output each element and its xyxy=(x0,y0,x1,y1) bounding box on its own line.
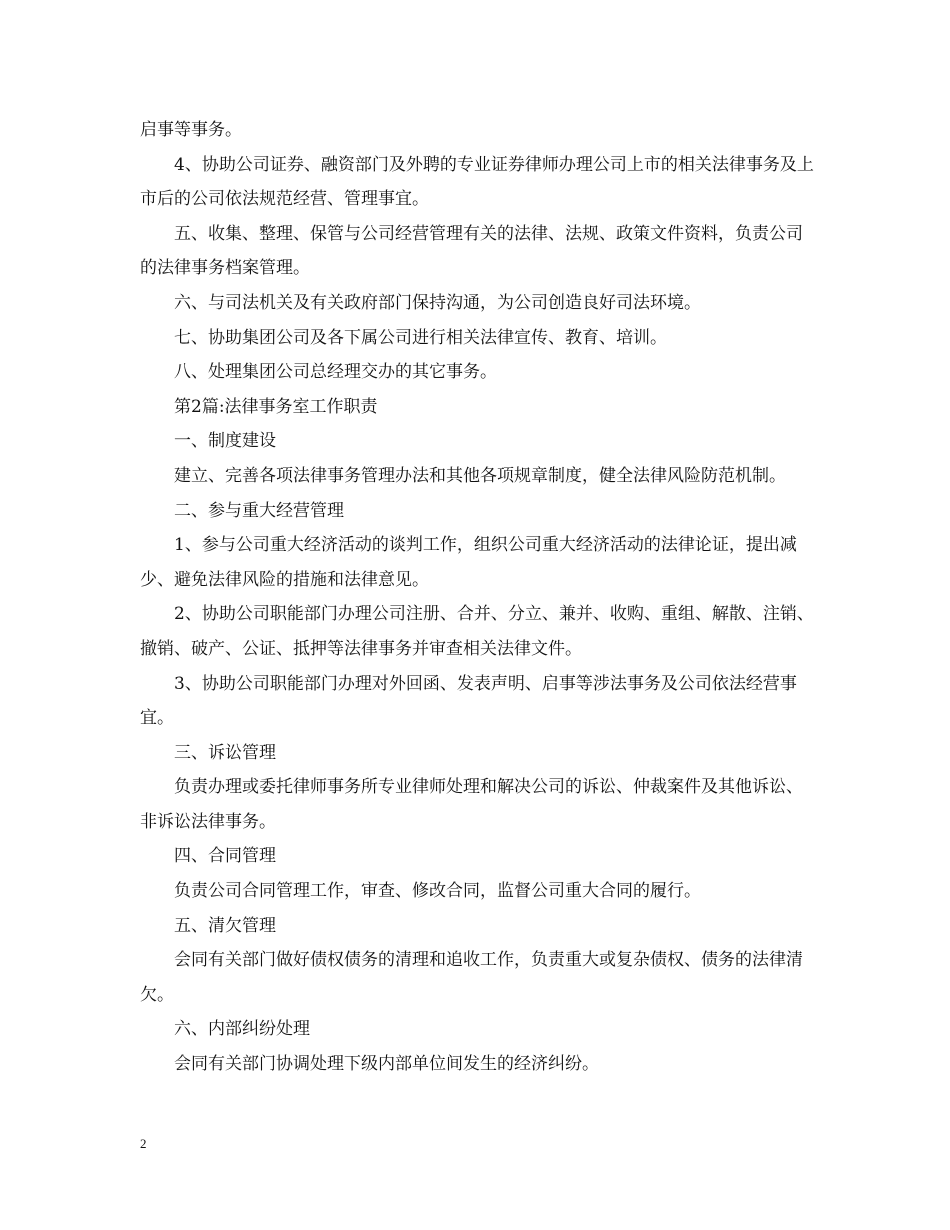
paragraph: 七、协助集团公司及各下属公司进行相关法律宣传、教育、培训。 xyxy=(174,327,667,348)
paragraph: 启事等事务。 xyxy=(140,120,242,140)
page-number: 2 xyxy=(140,1136,147,1151)
paragraph: 负责公司合同管理工作，审查、修改合同，监督公司重大合同的履行。 xyxy=(174,881,701,902)
paragraph: 六、与司法机关及有关政府部门保持沟通，为公司创造良好司法环境。 xyxy=(174,292,701,313)
document-body xyxy=(140,113,816,1082)
subsection-heading: 三、诉讼管理 xyxy=(174,742,276,763)
paragraph: 建立、完善各项法律事务管理办法和其他各项规章制度，健全法律风险防范机制。 xyxy=(174,465,786,486)
section-heading: 第2篇:法律事务室工作职责 xyxy=(174,396,378,417)
paragraph: 负责办理或委托律师事务所专业律师处理和解决公司的诉讼、仲裁案件及其他诉讼、非诉讼法律事务。 xyxy=(140,777,803,832)
paragraph: 1、参与公司重大经济活动的谈判工作，组织公司重大经济活动的法律论证，提出减少、避免法律风险的措施和法律意见。 xyxy=(140,535,797,590)
subsection-heading: 四、合同管理 xyxy=(174,846,276,867)
paragraph: 3、协助公司职能部门办理对外回函、发表声明、启事等涉法事务及公司依法经营事宜。 xyxy=(140,673,797,729)
subsection-heading: 五、清欠管理 xyxy=(174,915,276,936)
paragraph: 4、协助公司证券、融资部门及外聘的专业证券律师办理公司上市的相关法律事务及上市后的公司依法规范经营、管理事宜。 xyxy=(140,154,814,210)
subsection-heading: 一、制度建设 xyxy=(174,431,276,452)
paragraph: 会同有关部门协调处理下级内部单位间发生的经济纠纷。 xyxy=(174,1054,599,1075)
paragraph: 2、协助公司职能部门办理公司注册、合并、分立、兼并、收购、重组、解散、注销、撤销、破产、公证、抵押等法律事务并审查相关法律文件。 xyxy=(140,604,814,659)
subsection-heading: 二、参与重大经营管理 xyxy=(174,500,344,521)
paragraph: 会同有关部门做好债权债务的清理和追收工作，负责重大或复杂债权、债务的法律清欠。 xyxy=(140,950,803,1005)
paragraph: 八、处理集团公司总经理交办的其它事务。 xyxy=(174,362,497,383)
subsection-heading: 六、内部纠纷处理 xyxy=(174,1019,310,1040)
paragraph: 五、收集、整理、保管与公司经营管理有关的法律、法规、政策文件资料，负责公司的法律事务档案管理。 xyxy=(140,223,803,279)
